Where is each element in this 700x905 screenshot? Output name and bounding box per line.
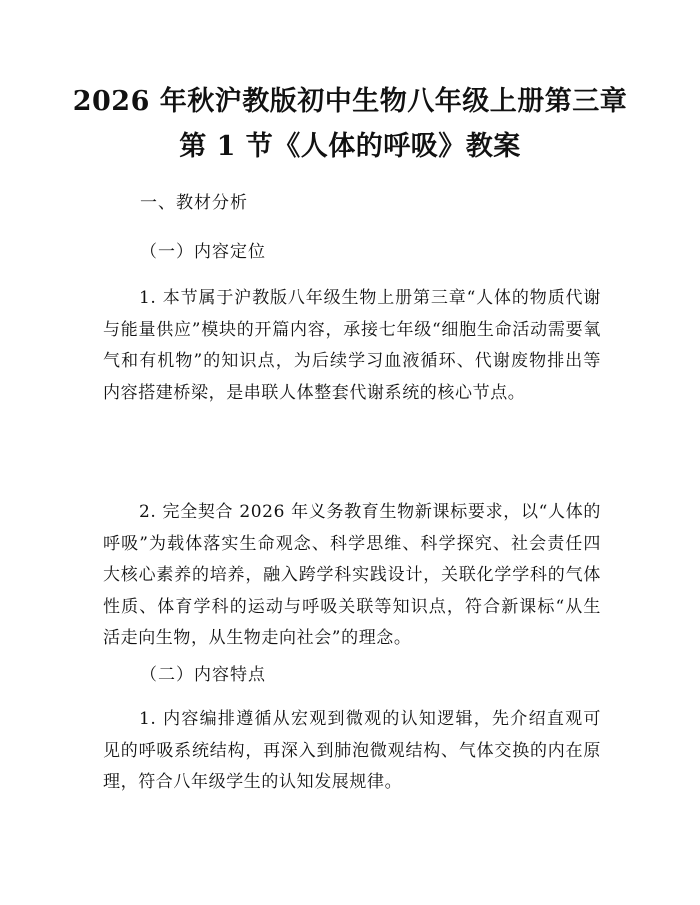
subsection-heading-content-features: （二）内容特点	[140, 665, 266, 685]
section-heading-textbook-analysis: 一、教材分析	[140, 193, 248, 213]
paragraph-1	[103, 283, 601, 409]
document-title-line-2: 第 1 节《人体的呼吸》教案	[179, 131, 521, 162]
paragraph-1-text: 1. 本节属于沪教版八年级生物上册第三章“人体的物质代谢与能量供应”模块的开篇内容，承接七年级“细胞生命活动需要氧气和有机物”的知识点，为后续学习血液循环、代谢废物排出等内容搭建桥梁，是串联人体整套代谢系统的核心节点。	[103, 288, 601, 403]
paragraph-2	[103, 497, 601, 655]
subsection-heading-content-position: （一）内容定位	[140, 242, 266, 262]
document-title-line-1: 2026 年秋沪教版初中生物八年级上册第三章	[72, 86, 628, 117]
paragraph-3-text: 1. 内容编排遵循从宏观到微观的认知逻辑，先介绍直观可见的呼吸系统结构，再深入到肺泡微观结构、气体交换的内在原理，符合八年级学生的认知发展规律。	[103, 709, 601, 792]
paragraph-2-text: 2. 完全契合 2026 年义务教育生物新课标要求，以“人体的呼吸”为载体落实生命观念、科学思维、科学探究、社会责任四大核心素养的培养，融入跨学科实践设计，关联化学学科的气体性质、体育学科的运动与呼吸关联等知识点，符合新课标“从生活走向生物，从生物走向社会”的理念。	[103, 502, 601, 648]
paragraph-3	[103, 704, 601, 799]
